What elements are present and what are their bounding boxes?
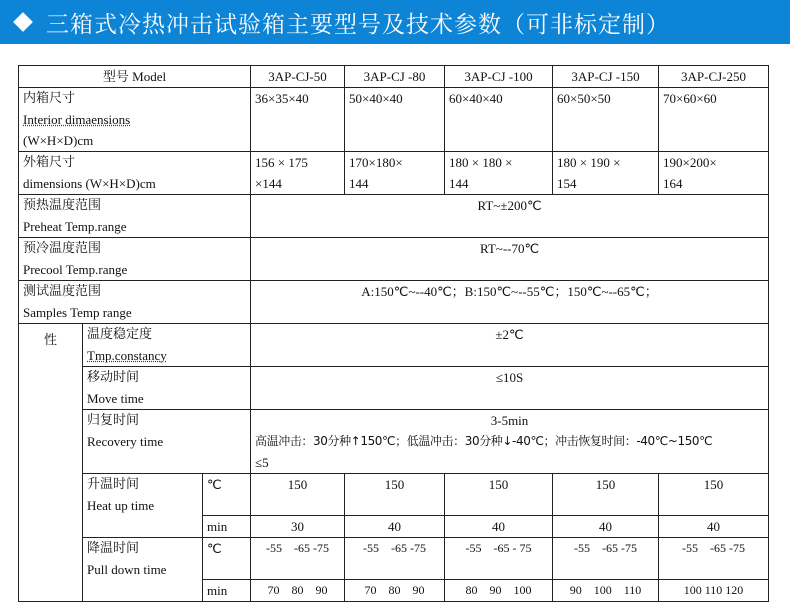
recovery-value-detail: 高温冲击：30分种↑150℃；低温冲击：30分种↓-40℃；冲击恢复时间：-40℃~150℃ [255,434,713,448]
constancy-label-en: Tmp.constancy [87,348,167,363]
pulldown-min: 70 80 90 [345,580,445,602]
model-header: 3AP-CJ-250 [659,66,769,88]
interior-value: 60×50×50 [553,88,659,152]
pulldown-label-cn: 降温时间 [87,541,140,556]
heatup-unit-min: min [203,516,251,538]
interior-value: 50×40×40 [345,88,445,152]
recovery-label [83,410,251,474]
exterior-value: 180 × 180 × 144 [445,152,553,195]
preheat-label-cn: 预热温度范围 [23,198,102,213]
pulldown-temp-row [19,538,769,580]
heatup-min: 40 [345,516,445,538]
pulldown-temp: -55 -65 -75 [553,538,659,580]
samples-label-en: Samples Temp range [23,305,132,320]
interior-value: 36×35×40 [251,88,345,152]
interior-value: 60×40×40 [445,88,553,152]
model-header-label: 型号 Model [19,66,251,88]
precool-label [19,238,251,281]
recovery-value-main: 3-5min [490,413,529,428]
pulldown-unit-min: min [203,580,251,602]
samples-row [19,281,769,324]
pulldown-label-en: Pull down time [87,562,167,577]
heatup-temp: 150 [445,474,553,516]
model-header: 3AP-CJ -100 [445,66,553,88]
interior-row [19,88,769,152]
recovery-label-en: Recovery time [87,434,164,449]
header-row [19,66,769,88]
preheat-label-en: Preheat Temp.range [23,219,127,234]
pulldown-min: 70 80 90 [251,580,345,602]
interior-value: 70×60×60 [659,88,769,152]
model-header: 3AP-CJ -80 [345,66,445,88]
spec-table [18,65,769,602]
heatup-label-cn: 升温时间 [87,477,140,492]
pulldown-min: 80 90 100 [445,580,553,602]
recovery-value [251,410,769,474]
interior-label-cn: 内箱尺寸 [23,91,76,106]
precool-label-cn: 预冷温度范围 [23,241,102,256]
pulldown-temp: -55 -65 -75 [345,538,445,580]
exterior-label-en: dimensions (W×H×D)cm [23,176,156,191]
move-label-cn: 移动时间 [87,370,140,385]
pulldown-temp: -55 -65 - 75 [445,538,553,580]
heatup-temp-row [19,474,769,516]
samples-value: A:150℃~--40℃；B:150℃~--55℃；150℃~--65℃； [251,281,769,324]
title-banner [0,0,790,44]
heatup-temp: 150 [345,474,445,516]
move-label [83,367,251,410]
heatup-unit-temp: ℃ [203,474,251,516]
model-header: 3AP-CJ -150 [553,66,659,88]
pulldown-temp: -55 -65 -75 [659,538,769,580]
pulldown-label [83,538,203,602]
interior-label-unit: (W×H×D)cm [23,133,94,148]
banner-title: 三箱式冷热冲击试验箱主要型号及技术参数（可非标定制） [46,11,670,38]
exterior-label-cn: 外箱尺寸 [23,155,76,170]
interior-label [19,88,251,152]
heatup-temp: 150 [251,474,345,516]
exterior-label [19,152,251,195]
move-row [19,367,769,410]
diamond-icon [13,12,33,32]
precool-label-en: Precool Temp.range [23,262,128,277]
heatup-min: 40 [659,516,769,538]
precool-row [19,238,769,281]
heatup-temp: 150 [659,474,769,516]
recovery-label-cn: 归复时间 [87,413,140,428]
pulldown-min: 90 100 110 [553,580,659,602]
exterior-value: 180 × 190 × 154 [553,152,659,195]
preheat-value: RT~±200℃ [251,195,769,238]
constancy-label [83,324,251,367]
heatup-min: 30 [251,516,345,538]
heatup-label [83,474,203,538]
move-value: ≤10S [251,367,769,410]
constancy-row [19,324,769,367]
recovery-row [19,410,769,474]
preheat-label [19,195,251,238]
samples-label-cn: 测试温度范围 [23,284,102,299]
pulldown-temp: -55 -65 -75 [251,538,345,580]
exterior-value: 190×200× 164 [659,152,769,195]
preheat-row [19,195,769,238]
pulldown-unit-temp: ℃ [203,538,251,580]
pulldown-min: 100 110 120 [659,580,769,602]
model-header: 3AP-CJ-50 [251,66,345,88]
precool-value: RT~--70℃ [251,238,769,281]
performance-group-label: 性 [19,324,83,602]
samples-label [19,281,251,324]
exterior-row [19,152,769,195]
constancy-value: ±2℃ [251,324,769,367]
heatup-temp: 150 [553,474,659,516]
heatup-label-en: Heat up time [87,498,155,513]
exterior-value: 156 × 175 ×144 [251,152,345,195]
heatup-min: 40 [445,516,553,538]
interior-label-en: Interior dimaensions [23,112,131,127]
recovery-value-limit: ≤5 [255,455,269,470]
move-label-en: Move time [87,391,144,406]
heatup-min: 40 [553,516,659,538]
exterior-value: 170×180× 144 [345,152,445,195]
constancy-label-cn: 温度稳定度 [87,327,153,342]
